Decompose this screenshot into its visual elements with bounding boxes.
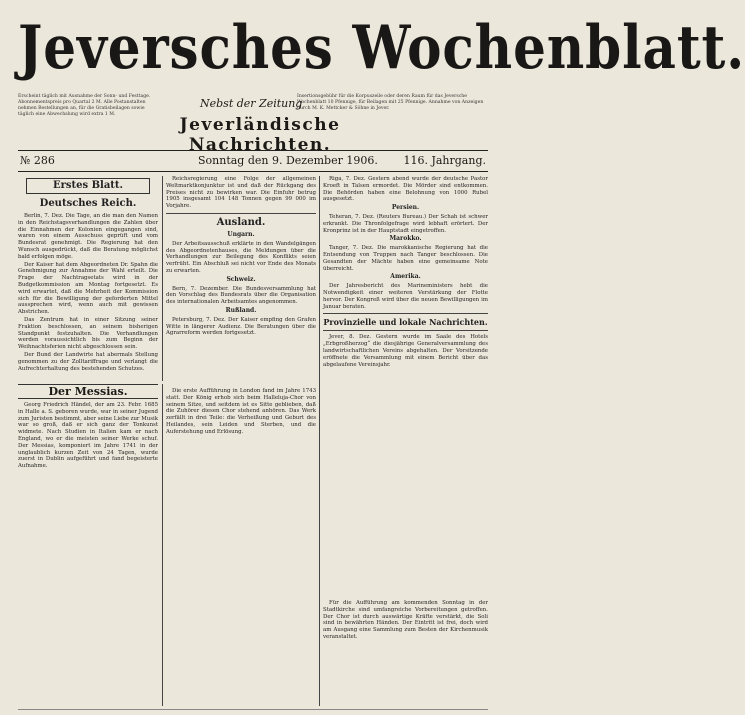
country-heading: Persien. <box>391 204 420 212</box>
page-bottom-rule <box>18 709 488 710</box>
article-paragraph: Der Kaiser hat dem Abgeordneten Dr. Spahn die Genehmigung zur Annahme der Wahl erteilt. Die Frage der Nachtragsetats wird in der Budgetkommission am Montag fortgesetzt. Es wird erwartet, daß die Mehrheit der Kommission sich für die Bewilligung der geforderten Mittel aussprechen wird, wenn auch mit gewissen Abstrichen. <box>18 261 158 316</box>
country-heading: Amerika. <box>390 273 421 281</box>
country-heading: Schweiz. <box>226 275 256 283</box>
issue-bar <box>18 150 488 172</box>
country-heading: Ungarn. <box>227 230 255 238</box>
divider <box>323 330 488 331</box>
issue-number: № 286 <box>20 154 55 167</box>
advertising-notice: Insertionsgebühr für die Korpuszeile oder deren Raum für das Jeversche Wochenblatt 10 Pfennige, für Beilagen mit 25 Pfennige. Annahme von Anzeigen durch M. K. Mettcker & Söhne in Jever. <box>297 94 484 111</box>
article-paragraph: Der Arbeitsausschuß erklärte in den Wandelgängen des Abgeordnetenhauses, die Meldungen über die Verhandlungen zur Beilegung des Konflikts seien verfrüht. Ein Abschluß sei nicht vor Ende des Monats zu erwarten. <box>166 240 316 274</box>
section-heading: Ausland. <box>216 216 266 228</box>
divider <box>166 213 316 214</box>
section-heading: Deutsches Reich. <box>39 198 137 209</box>
feuilleton-title: Der Messias. <box>18 384 158 399</box>
column-3 <box>323 176 488 369</box>
subscription-notice: Erscheint täglich mit Ausnahme der Sonn- und Festtage. Abonnementspreis pro Quartal 2 M. Alle Postanstalten nehmen Bestellungen an, für die Gratisbeilagen sowie täglich eine Abwechslung wird extra 1 M. <box>18 94 151 117</box>
article-paragraph: Reichsregierung eine Folge der allgemeinen Weltmarktkonjunktur ist und daß der Rückgang des Preises nicht zu bewirken war. Die Einfuhr betrug 1905 insgesamt 104 148 Tonnen gegen 99 000 im Vorjahre. <box>166 176 316 210</box>
article-paragraph: Der Bund der Landwirte hat abermals Stellung genommen zu der Zolltariffrage und verlangt die Aufrechterhaltung des bestehenden Schutzes. <box>18 351 158 372</box>
article-paragraph: Das Zentrum hat in einer Sitzung seiner Fraktion beschlossen, an seinem bisherigen Standpunkt festzuhalten. Die Verhandlungen werden voraussichtlich bis zum Beginn der Weihnachtsferien nicht abgeschlossen sein. <box>18 316 158 351</box>
article-paragraph: Riga, 7. Dez. Gestern abend wurde der deutsche Pastor Kroeft in Talsen ermordet. Die Mörder sind entkommen. Die Behörden haben eine Belohnung von 1000 Rubel ausgesetzt. <box>323 176 488 203</box>
supplement-note: Nebst der Zeitung <box>200 97 303 110</box>
article-paragraph: Der Jahresbericht des Marineministers hebt die Notwendigkeit einer weiteren Verstärkung der Flotte hervor. Der Kongreß wird über die neuen Bewilligungen im Januar beraten. <box>323 283 488 310</box>
section-heading: Provinzielle und lokale Nachrichten. <box>323 317 488 328</box>
article-paragraph: Berlin, 7. Dez. Die Tage, an die man den Namen in den Reichstagsverhandlungen die Zahlen über die Einnahmen der Kolonien eingegangen sind, waren von einem Ausschuss geprüft und vom Bundesrat genehmigt. Die Regierung hat den Wunsch ausgedrückt, daß die Beratung möglichst bald erfolgen möge. <box>18 213 158 260</box>
article-paragraph: Für die Aufführung am kommenden Sonntag in der Stadtkirche sind umfangreiche Vorbereitungen getroffen. Der Chor ist durch auswärtige Kräfte verstärkt, die Soli sind in bewährten Händen. Der Eintritt ist frei, doch wird am Ausgang eine Sammlung zum Besten der Kirchenmusik veranstaltet. <box>323 600 488 640</box>
feuilleton-column-3 <box>323 600 488 642</box>
masthead-subtitle: Jeverländische Nachrichten. <box>179 115 341 155</box>
column-rule <box>162 176 163 381</box>
article-paragraph: Die erste Aufführung in London fand im Jahre 1743 statt. Der König erhob sich beim Halleluja-Chor von seinem Sitze, und seitdem ist es Sitte geblieben, daß die Zuhörer diesen Chor stehend anhören. Das Werk zerfällt in drei Teile: die Verheißung und Geburt des Heilandes, sein Leiden und Sterben, und die Auferstehung und Erlösung. <box>166 388 316 435</box>
article-paragraph: Bern, 7. Dezember. Die Bundesversammlung hat den Vorschlag des Bundesrats über die Organisation des internationalen Arbeitsamtes angenommen. <box>166 285 316 306</box>
article-paragraph: Petersburg, 7. Dez. Der Kaiser empfing den Grafen Witte in längerer Audienz. Die Beratungen über die Agrarreform werden fortgesetzt. <box>166 316 316 337</box>
article-paragraph: Tanger, 7. Dez. Die marokkanische Regierung hat die Entsendung von Truppen nach Tanger beschlossen. Die Gesandten der Mächte haben eine gemeinsame Note überreicht. <box>323 245 488 272</box>
column-rule <box>319 176 320 706</box>
divider <box>323 313 488 314</box>
column-1 <box>18 176 158 373</box>
country-heading: Rußland. <box>225 306 257 314</box>
issue-date: Sonntag den 9. Dezember 1906. <box>198 154 378 167</box>
issue-year: 116. Jahrgang. <box>403 154 486 167</box>
masthead-title: Jeversches Wochenblatt. <box>18 13 745 83</box>
article-paragraph: Teheran, 7. Dez. (Reuters Bureau.) Der Schah ist schwer erkrankt. Die Thronfolgefrage wird lebhaft erörtert. Der Kronprinz ist in der Hauptstadt eingetroffen. <box>323 213 488 234</box>
feuilleton-column-2 <box>166 388 316 437</box>
country-heading: Marokko. <box>389 235 422 243</box>
feuilleton-column-1 <box>18 402 158 471</box>
column-rule <box>162 384 163 706</box>
article-paragraph: Georg Friedrich Händel, der am 23. Febr. 1685 in Halle a. S. geboren wurde, war in seiner Jugend zum Juristen bestimmt, aber seine Liebe zur Musik war so groß, daß er sich ganz der Tonkunst widmete. Nach Studien in Italien kam er nach England, wo er die meisten seiner Werke schuf. Der Messias, komponiert im Jahre 1741 in der unglaublich kurzen Zeit von 24 Tagen, wurde zuerst in Dublin aufgeführt und fand begeisterte Aufnahme. <box>18 402 158 470</box>
first-sheet-label: Erstes Blatt. <box>26 178 150 194</box>
column-2 <box>166 176 316 338</box>
article-paragraph: Jever, 8. Dez. Gestern wurde im Saale des Hotels „Erbgroßherzog“ die diesjährige Generalversammlung des landwirtschaftlichen Vereins abgehalten. Der Vorsitzende eröffnete die Versammlung mit einem Bericht über das abgelaufene Vereinsjahr. <box>323 334 488 368</box>
